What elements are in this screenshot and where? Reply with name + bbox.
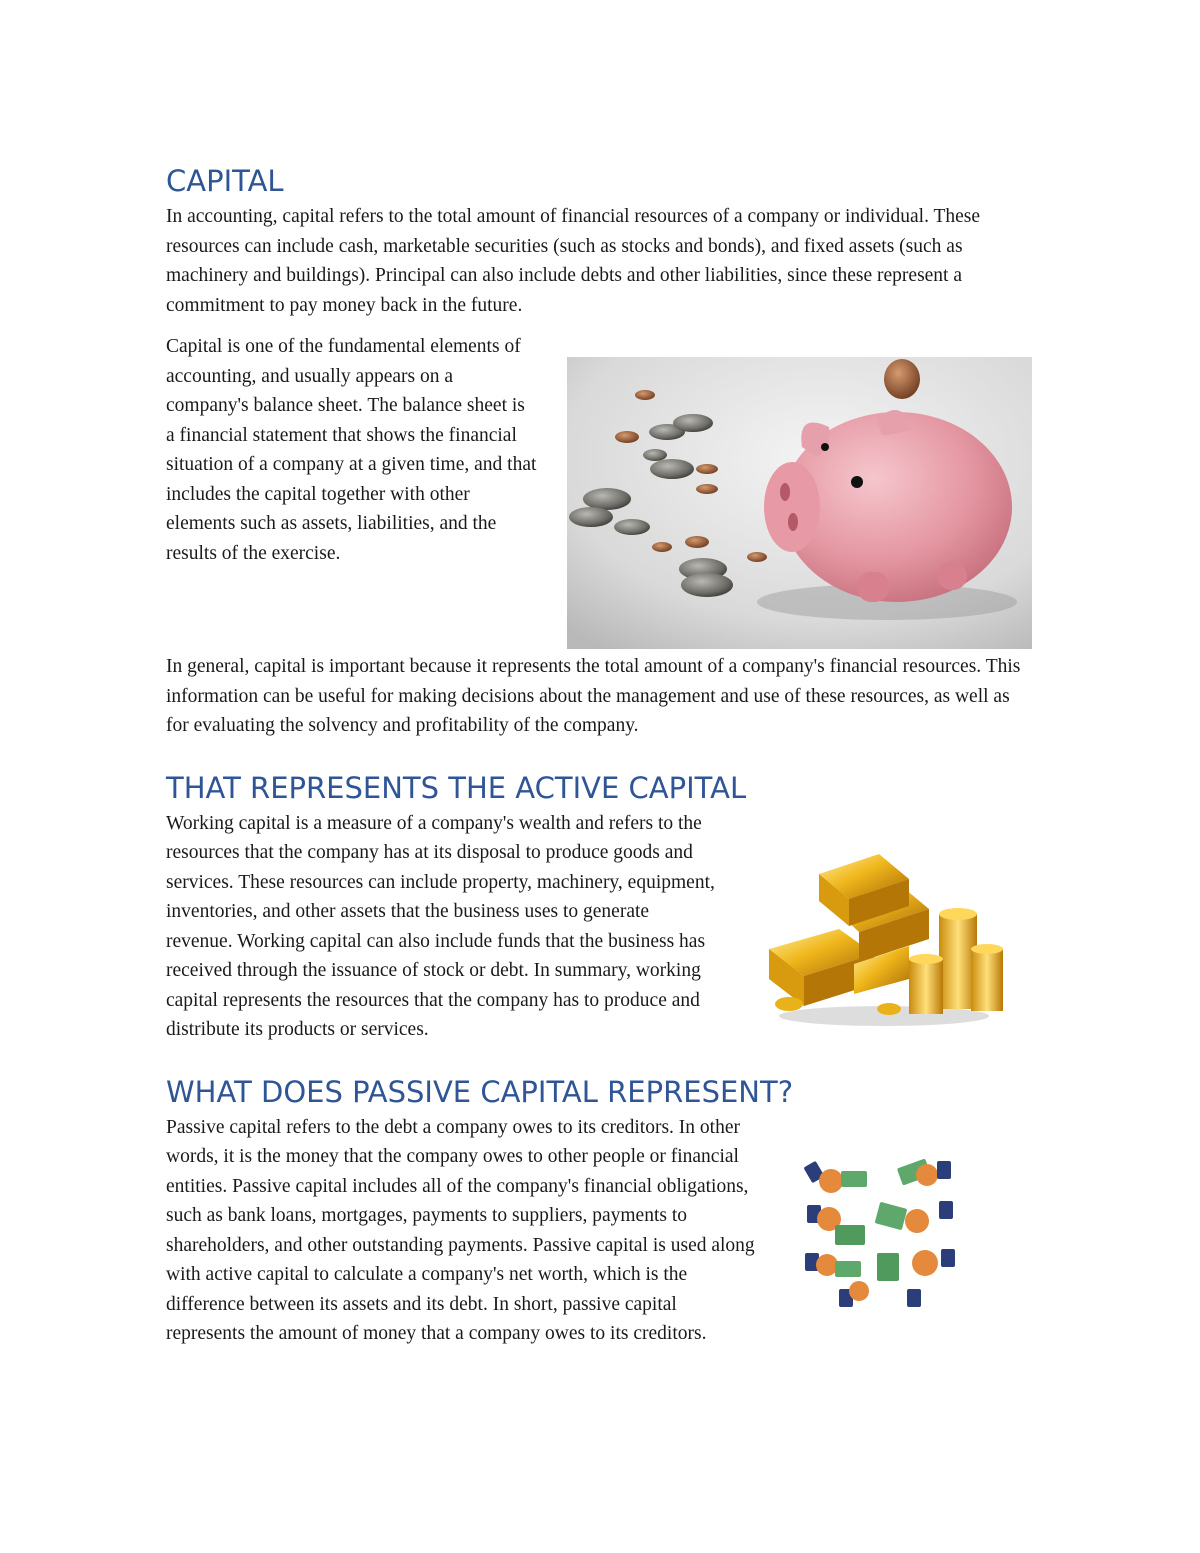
piggy-bank-image (567, 357, 1032, 649)
heading-active-capital: THAT REPRESENTS THE ACTIVE CAPITAL (166, 770, 747, 805)
active-capital-paragraph: Working capital is a measure of a company's wealth and refers to the resources that the company has at its disposal to produce goods and services. These resources can include property, machinery, equipment, inventories, and other assets that the business uses to generate revenue. Working capital can also include funds that the business has received through the issuance of stock or debt. In summary, working capital represents the resources that the company has to produce and distribute its products or services. (166, 812, 715, 1040)
hands-money-image (799, 1153, 959, 1313)
gold-bars-image (759, 844, 1004, 1029)
capital-balance-paragraph: Capital is one of the fundamental elements of accounting, and usually appears on a company's balance sheet. The balance sheet is a financial statement that shows the financial situation of a company at a given time, and that includes the capital together with other elements such as assets, liabilities, and the results of the exercise. (166, 336, 537, 564)
passive-capital-paragraph: Passive capital refers to the debt a company owes to its creditors. In other words, it is the money that the company owes to other people or financial entities. Passive capital includes all of the company's financial obligations, such as bank loans, mortgages, payments to suppliers, payments to shareholders, and other outstanding payments. Passive capital is used along with active capital to calculate a company's net worth, which is the difference between its assets and its debt. In short, passive capital represents the amount of money that a company owes to its creditors. (166, 1116, 755, 1344)
capital-importance-paragraph: In general, capital is important because it represents the total amount of a company's financial resources. This information can be useful for making decisions about the management and use of these resources, as well as for evaluating the solvency and profitability of the company. (166, 656, 1021, 736)
document-page (166, 160, 1034, 1349)
heading-capital: CAPITAL (166, 164, 284, 198)
capital-intro-paragraph: In accounting, capital refers to the total amount of financial resources of a company or individual. These resources can include cash, marketable securities (such as stocks and bonds), and fixed assets (such as machinery and buildings). Principal can also include debts and other liabilities, since these represent a commitment to pay money back in the future. (166, 206, 981, 316)
heading-passive-capital: WHAT DOES PASSIVE CAPITAL REPRESENT? (166, 1074, 794, 1109)
capital-balance-block (166, 332, 1034, 632)
